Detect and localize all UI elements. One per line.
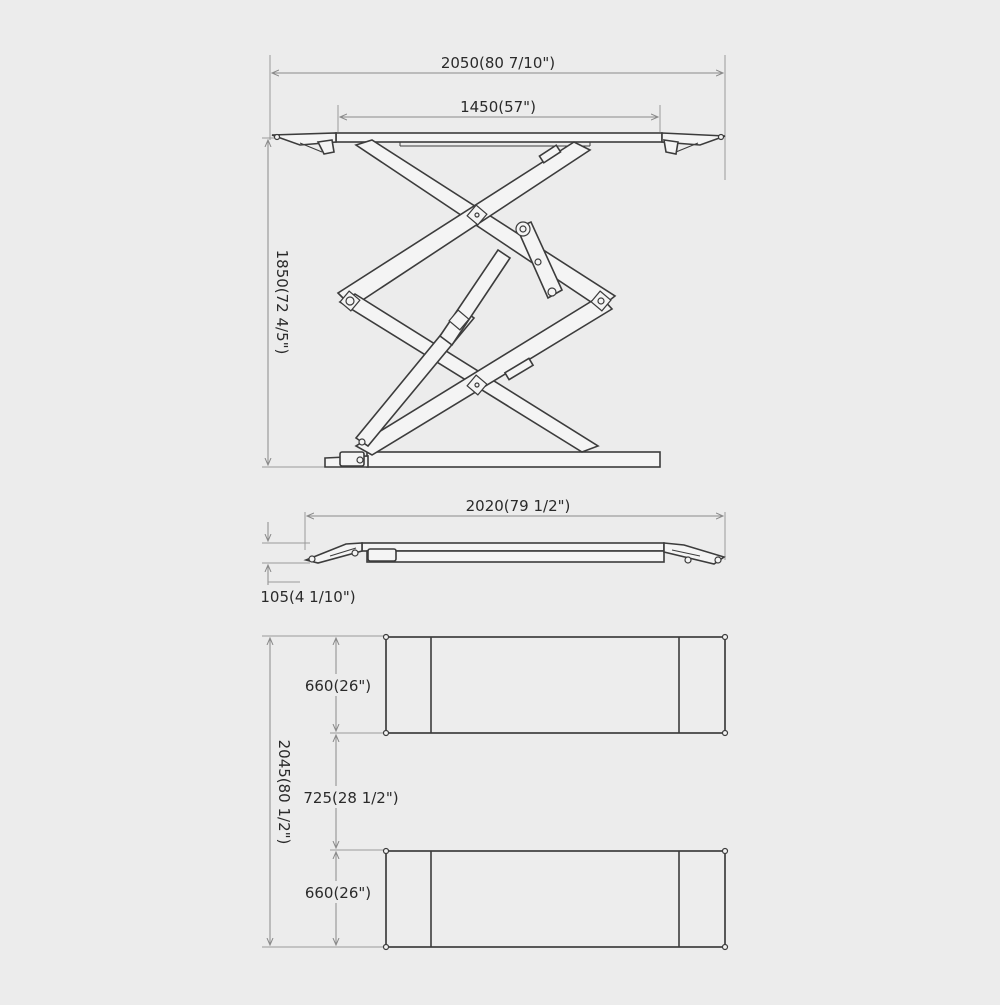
length-label: 2020(79 1/2") [465, 497, 571, 515]
front-view [262, 54, 725, 467]
max-height-label: 1850(72 4/5") [273, 249, 291, 355]
platform-width-1-label: 660(26") [304, 677, 372, 695]
segment-dimensions [298, 638, 399, 945]
lowered-lift [306, 543, 724, 564]
raised-platform [272, 133, 725, 154]
gap-width-label: 725(28 1/2") [303, 789, 399, 807]
lift-base [325, 452, 660, 467]
platform-width-dimension [338, 98, 660, 132]
min-height-label: 105(4 1/10") [260, 588, 356, 606]
top-platform-1 [384, 635, 728, 736]
scissor-arms [338, 140, 615, 455]
platform-width-label: 1450(57") [460, 98, 536, 116]
min-height-dimension [260, 522, 355, 606]
overall-width-label: 2050(80 7/10") [440, 54, 556, 72]
total-width-label: 2045(80 1/2") [275, 739, 293, 845]
top-platform-2 [384, 849, 728, 950]
max-height-dimension [262, 138, 330, 467]
side-view [260, 497, 725, 606]
top-view [262, 635, 728, 950]
platform-width-2-label: 660(26") [304, 884, 372, 902]
